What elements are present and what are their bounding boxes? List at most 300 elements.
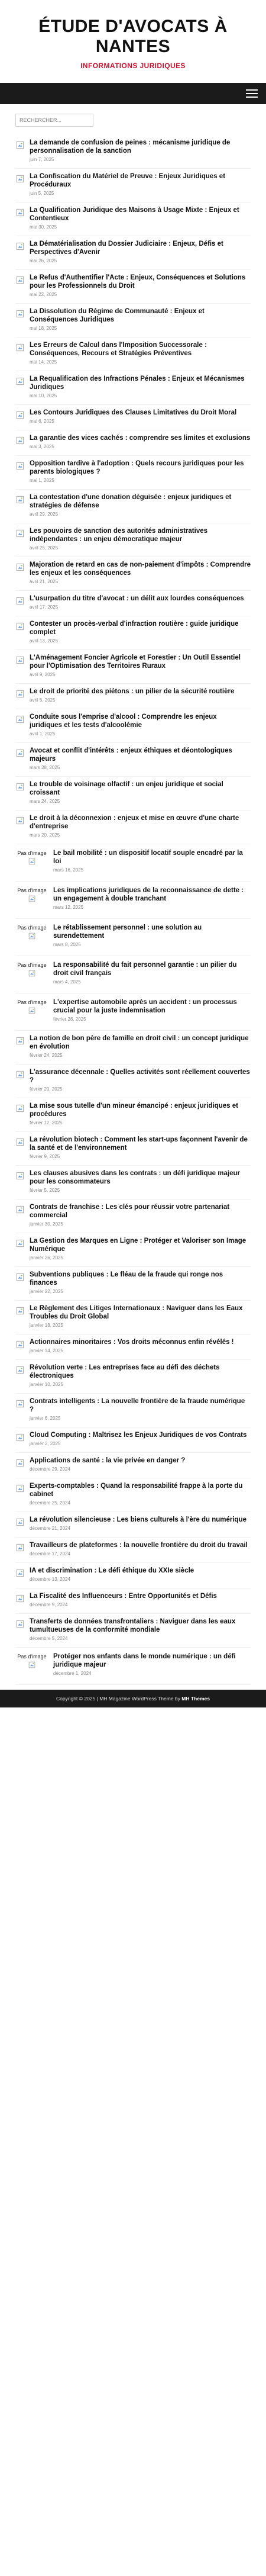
post-title-link[interactable]: La Fiscalité des Influenceurs : Entre Opportunités et Défis	[30, 1593, 217, 1600]
post-body	[30, 594, 251, 610]
post-title-link[interactable]: Applications de santé : la vie privée en danger ?	[30, 1457, 186, 1464]
post-thumbnail[interactable]	[15, 1137, 25, 1147]
thumbnail-alt-text: Pas d'image	[17, 925, 47, 931]
post-date: avril 25, 2025	[30, 545, 59, 551]
post-thumbnail[interactable]	[15, 529, 25, 538]
broken-image-icon	[16, 1484, 24, 1493]
post-title-link[interactable]: Contrats de franchise : Les clés pour réussir votre partenariat commercial	[30, 1204, 230, 1219]
post-date: décembre 21, 2024	[30, 1526, 70, 1531]
post-item	[15, 882, 251, 919]
post-item	[15, 616, 251, 650]
broken-image-icon	[16, 1172, 24, 1180]
post-title-link[interactable]: Le trouble de voisinage olfactif : un enjeu juridique et social croissant	[30, 781, 223, 796]
post-thumbnail[interactable]	[15, 174, 25, 184]
post-thumbnail[interactable]	[15, 1543, 25, 1552]
post-body	[30, 434, 251, 449]
thumbnail-alt-text: Pas d'image	[17, 887, 47, 893]
post-title-link[interactable]: La Confiscation du Matériel de Preuve : Enjeux Juridiques et Procéduraux	[30, 173, 226, 188]
post-thumbnail[interactable]	[15, 1306, 25, 1316]
broken-image-icon	[28, 858, 35, 865]
post-thumbnail[interactable]	[15, 998, 48, 1023]
broken-image-icon	[16, 1459, 24, 1467]
broken-image-icon	[16, 310, 24, 318]
post-title-link[interactable]: La demande de confusion de peines : mécanisme juridique de personnalisation de la sanction	[30, 139, 231, 155]
post-title-link[interactable]: Contrats intelligents : La nouvelle frontière de la fraude numérique ?	[30, 1398, 245, 1413]
post-body	[30, 1431, 251, 1446]
post-item	[15, 371, 251, 405]
post-item	[15, 405, 251, 430]
broken-image-icon	[16, 1366, 24, 1374]
broken-image-icon	[16, 411, 24, 419]
post-title-link[interactable]: L'assurance décennale : Quelles activités sont réellement couvertes ?	[30, 1069, 250, 1084]
post-date: mai 14, 2025	[30, 359, 57, 365]
search-area	[0, 104, 266, 135]
post-item	[15, 1453, 251, 1478]
post-body	[30, 687, 251, 703]
post-thumbnail[interactable]	[15, 1652, 48, 1677]
post-title-link[interactable]: La notion de bon père de famille en droit civil : un concept juridique en évolution	[30, 1035, 249, 1050]
post-title-link[interactable]: Le Refus d'Authentifier l'Acte : Enjeux, Conséquences et Solutions pour les Professionnels du Droit	[30, 274, 246, 290]
broken-image-icon	[16, 715, 24, 723]
post-thumbnail[interactable]	[15, 377, 25, 386]
post-thumbnail[interactable]	[15, 1365, 25, 1375]
post-date: janvier 6, 2025	[30, 1416, 61, 1421]
post-item	[15, 135, 251, 169]
post-item	[15, 956, 251, 993]
broken-image-icon	[16, 1070, 24, 1079]
post-item	[15, 557, 251, 591]
post-body	[30, 620, 251, 644]
site-title[interactable]: ÉTUDE D'AVOCATS À NANTES	[38, 17, 228, 56]
post-date: janvier 26, 2025	[30, 1255, 63, 1260]
post-item	[15, 1360, 251, 1394]
broken-image-icon	[16, 1620, 24, 1628]
post-item	[15, 1132, 251, 1166]
broken-image-icon	[16, 1518, 24, 1526]
post-item	[15, 684, 251, 709]
post-body	[30, 459, 251, 483]
post-body	[30, 814, 251, 838]
post-item	[15, 202, 251, 236]
post-body	[30, 139, 251, 162]
post-item	[15, 236, 251, 270]
site-footer	[0, 1690, 266, 1707]
broken-image-icon	[16, 1569, 24, 1577]
post-date: mai 6, 2025	[30, 419, 54, 424]
post-thumbnail[interactable]	[15, 208, 25, 217]
broken-image-icon	[16, 1104, 24, 1112]
post-item	[15, 993, 251, 1031]
post-date: mai 26, 2025	[30, 258, 57, 263]
post-thumbnail[interactable]	[15, 924, 48, 948]
menu-icon[interactable]	[246, 89, 258, 98]
post-title-link[interactable]: La responsabilité du fait personnel garantie : un pilier du droit civil français	[53, 961, 237, 977]
post-title-link[interactable]: Les Contours Juridiques des Clauses Limitatives du Droit Moral	[30, 409, 237, 416]
post-item	[15, 1098, 251, 1132]
post-title-link[interactable]: Contester un procès-verbal d'infraction routière : guide juridique complet	[30, 620, 239, 636]
broken-image-icon	[16, 377, 24, 385]
post-title-link[interactable]: Révolution verte : Les entreprises face au défi des déchets électroniques	[30, 1364, 220, 1379]
footer-brand-link[interactable]: MH Themes	[181, 1696, 210, 1702]
post-title-link[interactable]: Actionnaires minoritaires : Vos droits méconnus enfin révélés !	[30, 1339, 234, 1346]
post-item	[15, 844, 251, 882]
post-item	[15, 650, 251, 684]
post-date: mai 30, 2025	[30, 224, 57, 230]
post-date: juin 5, 2025	[30, 191, 54, 196]
post-body	[30, 1034, 251, 1058]
broken-image-icon	[28, 932, 35, 940]
broken-image-icon	[16, 783, 24, 791]
post-body	[30, 1397, 251, 1421]
post-item	[15, 709, 251, 743]
post-thumbnail[interactable]	[15, 1399, 25, 1408]
post-item	[15, 919, 251, 956]
post-date: février 9, 2025	[30, 1154, 60, 1159]
post-thumbnail[interactable]	[15, 748, 25, 758]
post-body	[30, 713, 251, 737]
main-navbar	[0, 83, 266, 104]
post-date: mai 10, 2025	[30, 393, 57, 398]
thumbnail-alt-text: Pas d'image	[17, 1654, 47, 1660]
post-body	[30, 1617, 251, 1641]
post-title-link[interactable]: L'usurpation du titre d'avocat : un délit aux lourdes conséquences	[30, 595, 244, 602]
post-date: février 5, 2025	[30, 1188, 60, 1193]
post-date: mai 22, 2025	[30, 292, 57, 297]
post-title-link[interactable]: Le droit à la déconnexion : enjeux et mise en œuvre d'une charte d'entreprise	[30, 815, 239, 830]
post-date: décembre 29, 2024	[30, 1467, 70, 1472]
post-thumbnail[interactable]	[15, 1070, 25, 1079]
broken-image-icon	[16, 1273, 24, 1281]
post-item	[15, 1267, 251, 1301]
broken-image-icon	[16, 496, 24, 504]
broken-image-icon	[16, 563, 24, 571]
post-title-link[interactable]: Cloud Computing : Maîtrisez les Enjeux Juridiques de vos Contrats	[30, 1432, 247, 1439]
post-item	[15, 1563, 251, 1588]
post-date: avril 21, 2025	[30, 579, 59, 584]
post-item	[15, 811, 251, 844]
post-item	[15, 1478, 251, 1512]
post-thumbnail[interactable]	[15, 1517, 25, 1527]
post-title-link[interactable]: La garantie des vices cachés : comprendre ses limites et exclusions	[30, 435, 251, 442]
post-date: avril 5, 2025	[30, 697, 56, 703]
post-body	[30, 1136, 251, 1159]
post-title-link[interactable]: La Dissolution du Régime de Communauté : Enjeux et Conséquences Juridiques	[30, 308, 205, 323]
broken-image-icon	[16, 1037, 24, 1045]
site-header	[0, 0, 266, 79]
post-body	[30, 409, 251, 424]
post-thumbnail[interactable]	[15, 1458, 25, 1468]
broken-image-icon	[28, 895, 35, 902]
post-title-link[interactable]: Les clauses abusives dans les contrats : un défi juridique majeur pour les consommateurs	[30, 1170, 240, 1185]
post-item	[15, 1065, 251, 1098]
broken-image-icon	[16, 141, 24, 149]
post-title-link[interactable]: Experts-comptables : Quand la responsabilité frappe à la porte du cabinet	[30, 1482, 243, 1498]
post-item	[15, 1648, 251, 1685]
post-body	[53, 849, 251, 874]
post-date: février 28, 2025	[53, 1017, 86, 1022]
post-item	[15, 337, 251, 371]
post-item	[15, 743, 251, 777]
post-thumbnail[interactable]	[15, 596, 25, 606]
post-body	[30, 1068, 251, 1092]
post-date: mars 24, 2025	[30, 799, 60, 804]
post-title-link[interactable]: Transferts de données transfrontaliers : Naviguer dans les eaux tumultueuses de la conformité mondiale	[30, 1618, 236, 1633]
post-date: mai 18, 2025	[30, 326, 57, 331]
broken-image-icon	[16, 622, 24, 631]
post-body	[30, 1102, 251, 1125]
post-date: avril 17, 2025	[30, 604, 59, 610]
post-date: décembre 5, 2024	[30, 1636, 68, 1641]
post-thumbnail[interactable]	[15, 849, 48, 874]
post-date: mars 8, 2025	[53, 942, 81, 947]
post-title-link[interactable]: L'Aménagement Foncier Agricole et Forestier : Un Outil Essentiel pour l'Optimisation des Territoires Ruraux	[30, 654, 241, 670]
post-thumbnail[interactable]	[15, 1272, 25, 1282]
post-title-link[interactable]: IA et discrimination : Le défi éthique du XXIe siècle	[30, 1567, 194, 1574]
post-body	[30, 493, 251, 517]
post-body	[30, 206, 251, 230]
site-tagline: INFORMATIONS JURIDIQUES	[80, 62, 186, 70]
thumbnail-alt-text: Pas d'image	[17, 962, 47, 968]
post-title-link[interactable]: La révolution silencieuse : Les biens culturels à l'ère du numérique	[30, 1516, 247, 1523]
post-item	[15, 1031, 251, 1065]
footer-copyright: Copyright © 2025 | MH Magazine WordPress Theme by	[56, 1696, 180, 1702]
post-thumbnail[interactable]	[15, 410, 25, 420]
post-item	[15, 304, 251, 337]
post-thumbnail[interactable]	[15, 140, 25, 150]
post-date: février 20, 2025	[30, 1086, 63, 1092]
post-title-link[interactable]: Protéger nos enfants dans le monde numérique : un défi juridique majeur	[53, 1653, 236, 1668]
post-thumbnail[interactable]	[15, 1104, 25, 1113]
post-item	[15, 1512, 251, 1538]
broken-image-icon	[28, 970, 35, 977]
post-body	[53, 1652, 251, 1677]
broken-image-icon	[16, 1594, 24, 1603]
post-thumbnail[interactable]	[15, 1594, 25, 1603]
post-item	[15, 490, 251, 523]
post-item	[15, 456, 251, 490]
post-title-link[interactable]: Les implications juridiques de la reconnaissance de dette : un engagement à double tranchant	[53, 887, 244, 902]
post-body	[30, 240, 251, 263]
post-body	[30, 780, 251, 804]
post-body	[30, 274, 251, 297]
broken-image-icon	[16, 1400, 24, 1408]
post-body	[30, 1482, 251, 1506]
post-body	[30, 172, 251, 196]
post-body	[30, 1338, 251, 1353]
post-body	[30, 1567, 251, 1582]
post-title-link[interactable]: La révolution biotech : Comment les start-ups façonnent l'avenir de la santé et de l'environnement	[30, 1136, 248, 1152]
post-thumbnail[interactable]	[15, 961, 48, 986]
post-title-link[interactable]: Le rétablissement personnel : une solution au surendettement	[53, 924, 202, 940]
post-body	[30, 307, 251, 331]
post-title-link[interactable]: La contestation d'une donation déguisée : enjeux juridiques et stratégies de défense	[30, 494, 232, 509]
post-date: juin 7, 2025	[30, 157, 54, 162]
post-item	[15, 1233, 251, 1267]
post-item	[15, 523, 251, 557]
post-body	[53, 961, 251, 986]
post-date: mars 28, 2025	[30, 765, 60, 770]
post-thumbnail[interactable]	[15, 275, 25, 285]
post-date: mars 20, 2025	[30, 832, 60, 838]
post-date: janvier 30, 2025	[30, 1221, 63, 1227]
thumbnail-alt-text: Pas d'image	[17, 999, 47, 1005]
post-body	[30, 1237, 251, 1260]
post-body	[30, 654, 251, 677]
post-title-link[interactable]: Avocat et conflit d'intérêts : enjeux éthiques et déontologiques majeurs	[30, 747, 232, 763]
post-title-link[interactable]: Les pouvoirs de sanction des autorités administratives indépendantes : un enjeu démocratique majeur	[30, 528, 208, 543]
post-thumbnail[interactable]	[15, 782, 25, 792]
post-body	[30, 1271, 251, 1294]
post-date: février 24, 2025	[30, 1053, 63, 1058]
post-thumbnail[interactable]	[15, 715, 25, 724]
post-title-link[interactable]: Travailleurs de plateformes : la nouvelle frontière du droit du travail	[30, 1542, 248, 1549]
broken-image-icon	[16, 816, 24, 825]
post-thumbnail[interactable]	[15, 622, 25, 631]
post-date: janvier 10, 2025	[30, 1382, 63, 1387]
broken-image-icon	[16, 690, 24, 698]
post-date: mars 12, 2025	[53, 905, 84, 910]
post-date: avril 29, 2025	[30, 512, 59, 517]
post-item	[15, 1427, 251, 1453]
broken-image-icon	[28, 1661, 35, 1668]
post-body	[30, 1304, 251, 1328]
post-body	[30, 561, 251, 584]
post-thumbnail[interactable]	[15, 1205, 25, 1214]
post-body	[30, 1456, 251, 1472]
post-date: janvier 22, 2025	[30, 1289, 63, 1294]
post-thumbnail[interactable]	[15, 242, 25, 251]
post-item	[15, 1301, 251, 1334]
post-title-link[interactable]: Conduite sous l'emprise d'alcool : Comprendre les enjeux juridiques et les tests d'alcoolémie	[30, 713, 217, 729]
post-item	[15, 1588, 251, 1614]
post-thumbnail[interactable]	[15, 1036, 25, 1046]
broken-image-icon	[16, 1543, 24, 1552]
broken-image-icon	[16, 462, 24, 470]
post-body	[30, 1592, 251, 1607]
post-thumbnail[interactable]	[15, 886, 48, 911]
post-title-link[interactable]: La mise sous tutelle d'un mineur émancipé : enjeux juridiques et procédures	[30, 1102, 238, 1118]
broken-image-icon	[16, 1433, 24, 1442]
broken-image-icon	[16, 1340, 24, 1349]
post-item	[15, 1166, 251, 1199]
post-date: décembre 13, 2024	[30, 1577, 70, 1582]
post-title-link[interactable]: La Qualification Juridique des Maisons à Usage Mixte : Enjeux et Contentieux	[30, 207, 239, 222]
broken-image-icon	[16, 656, 24, 664]
post-thumbnail[interactable]	[15, 1484, 25, 1493]
post-thumbnail[interactable]	[15, 816, 25, 825]
post-item	[15, 270, 251, 304]
post-thumbnail[interactable]	[15, 1171, 25, 1181]
post-thumbnail[interactable]	[15, 562, 25, 572]
post-thumbnail[interactable]	[15, 1619, 25, 1629]
post-thumbnail[interactable]	[15, 1239, 25, 1248]
broken-image-icon	[16, 242, 24, 250]
broken-image-icon	[16, 1205, 24, 1214]
search-input[interactable]	[15, 114, 93, 127]
post-thumbnail[interactable]	[15, 689, 25, 699]
post-body	[30, 747, 251, 770]
post-item	[15, 1394, 251, 1427]
post-title-link[interactable]: L'expertise automobile après un accident : un processus crucial pour la juste indemnisation	[53, 999, 237, 1014]
post-title-link[interactable]: Majoration de retard en cas de non-paiement d'impôts : Comprendre les enjeux et les conséquences	[30, 561, 251, 577]
post-date: décembre 1, 2024	[53, 1671, 92, 1676]
post-thumbnail[interactable]	[15, 495, 25, 504]
broken-image-icon	[16, 597, 24, 605]
post-title-link[interactable]: La Gestion des Marques en Ligne : Protéger et Valoriser son Image Numérique	[30, 1237, 246, 1253]
post-date: avril 13, 2025	[30, 638, 59, 644]
thumbnail-alt-text: Pas d'image	[17, 850, 47, 856]
broken-image-icon	[16, 208, 24, 217]
post-date: mars 16, 2025	[53, 867, 84, 873]
broken-image-icon	[16, 529, 24, 538]
post-thumbnail[interactable]	[15, 309, 25, 319]
post-date: avril 1, 2025	[30, 731, 56, 737]
post-body	[30, 1541, 251, 1556]
broken-image-icon	[28, 1007, 35, 1014]
post-item	[15, 1199, 251, 1233]
post-thumbnail[interactable]	[15, 343, 25, 352]
post-item	[15, 777, 251, 811]
post-title-link[interactable]: La Dématérialisation du Dossier Judiciaire : Enjeux, Défis et Perspectives d'Avenir	[30, 240, 223, 256]
post-date: avril 9, 2025	[30, 672, 56, 677]
post-body	[53, 924, 251, 948]
post-body	[30, 1169, 251, 1193]
post-item	[15, 1334, 251, 1360]
post-body	[30, 1363, 251, 1387]
post-title-link[interactable]: Les Erreurs de Calcul dans l'Imposition Successorale : Conséquences, Recours et Stratégies Préventives	[30, 342, 207, 357]
post-thumbnail[interactable]	[15, 461, 25, 471]
post-body	[30, 375, 251, 398]
post-date: janvier 2, 2025	[30, 1441, 61, 1446]
post-thumbnail[interactable]	[15, 655, 25, 665]
broken-image-icon	[16, 436, 24, 445]
post-title-link[interactable]: Subventions publiques : Le fléau de la fraude qui ronge nos finances	[30, 1271, 223, 1287]
broken-image-icon	[16, 1239, 24, 1247]
post-title-link[interactable]: Le bail mobilité : un dispositif locatif souple encadré par la loi	[53, 850, 243, 865]
post-body	[30, 527, 251, 551]
post-date: décembre 17, 2024	[30, 1551, 70, 1556]
post-date: février 12, 2025	[30, 1120, 63, 1125]
post-date: décembre 9, 2024	[30, 1602, 68, 1607]
post-title-link[interactable]: Le droit de priorité des piétons : un pilier de la sécurité routière	[30, 688, 235, 695]
post-date: janvier 18, 2025	[30, 1323, 63, 1328]
post-body	[30, 1516, 251, 1531]
post-thumbnail[interactable]	[15, 1568, 25, 1578]
post-date: mai 3, 2025	[30, 444, 54, 449]
post-item	[15, 430, 251, 456]
post-body	[53, 886, 251, 911]
broken-image-icon	[16, 1138, 24, 1146]
post-title-link[interactable]: Le Règlement des Litiges Internationaux : Naviguer dans les Eaux Troubles du Droit Global	[30, 1305, 243, 1320]
post-date: mai 1, 2025	[30, 478, 54, 483]
post-body	[30, 341, 251, 365]
post-item	[15, 169, 251, 202]
broken-image-icon	[16, 1307, 24, 1315]
broken-image-icon	[16, 276, 24, 284]
post-body	[30, 1203, 251, 1227]
broken-image-icon	[16, 749, 24, 757]
post-title-link[interactable]: La Requalification des Infractions Pénales : Enjeux et Mécanismes Juridiques	[30, 375, 245, 391]
post-item	[15, 1614, 251, 1648]
post-list	[0, 135, 266, 1685]
post-body	[53, 998, 251, 1023]
post-thumbnail[interactable]	[15, 1340, 25, 1349]
post-thumbnail[interactable]	[15, 436, 25, 445]
post-thumbnail[interactable]	[15, 1433, 25, 1442]
broken-image-icon	[16, 343, 24, 352]
post-date: mars 4, 2025	[53, 979, 81, 985]
post-title-link[interactable]: Opposition tardive à l'adoption : Quels recours juridiques pour les parents biologiques ?	[30, 460, 244, 475]
